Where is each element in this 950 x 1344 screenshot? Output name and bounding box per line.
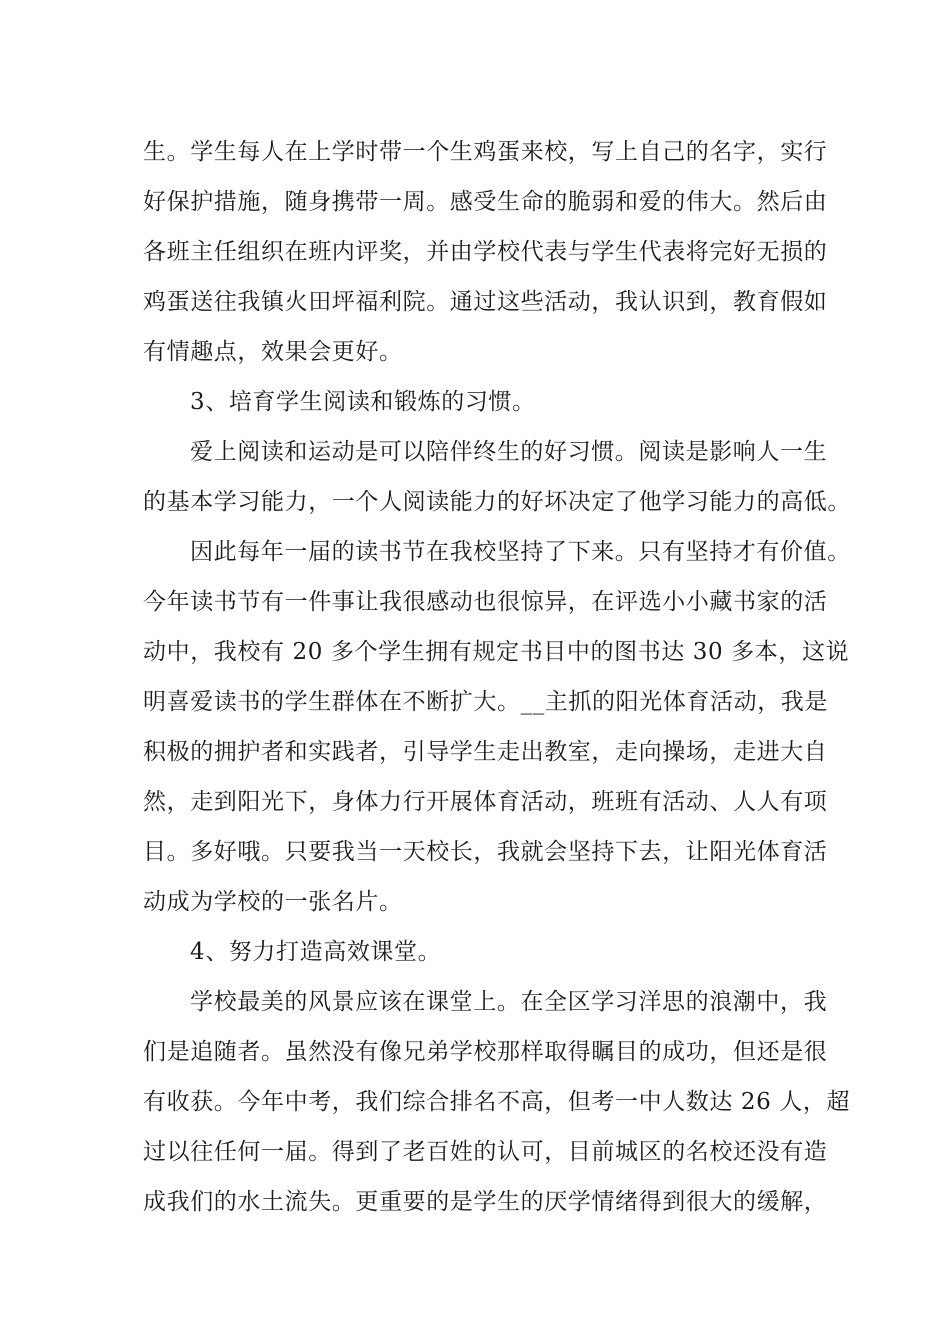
text-line: 积极的拥护者和实践者，引导学生走出教室，走向操场，走进大自: [143, 739, 828, 765]
text-line: 成我们的水土流失。更重要的是学生的厌学情绪得到很大的缓解，: [143, 1189, 828, 1215]
text-line: 动成为学校的一张名片。: [143, 889, 403, 915]
text-line: 各班主任组织在班内评奖，并由学校代表与学生代表将完好无损的: [143, 239, 828, 265]
text-line: 好保护措施，随身携带一周。感受生命的脆弱和爱的伟大。然后由: [143, 189, 828, 215]
text-line: 然，走到阳光下，身体力行开展体育活动，班班有活动、人人有项: [143, 789, 828, 815]
section-heading: 4、努力打造高效课堂。: [190, 939, 442, 965]
text-line: 鸡蛋送往我镇火田坪福利院。通过这些活动，我认识到，教育假如: [143, 289, 828, 315]
text-line: 目。多好哦。只要我当一天校长，我就会坚持下去，让阳光体育活: [143, 839, 828, 865]
text-line: 过以往任何一届。得到了老百姓的认可，目前城区的名校还没有造: [143, 1139, 828, 1165]
text-line: 今年读书节有一件事让我很感动也很惊异，在评选小小藏书家的活: [143, 589, 828, 615]
text-line: 明喜爱读书的学生群体在不断扩大。__主抓的阳光体育活动，我是: [143, 689, 828, 715]
text-line: 动中，我校有 20 多个学生拥有规定书目中的图书达 30 多本，这说: [143, 639, 850, 665]
section-heading: 3、培育学生阅读和锻炼的习惯。: [190, 389, 536, 415]
text-line: 学校最美的风景应该在课堂上。在全区学习洋思的浪潮中，我: [190, 989, 828, 1015]
text-line: 生。学生每人在上学时带一个生鸡蛋来校，写上自己的名字，实行: [143, 139, 828, 165]
text-line: 们是追随者。虽然没有像兄弟学校那样取得瞩目的成功，但还是很: [143, 1039, 828, 1065]
text-line: 因此每年一届的读书节在我校坚持了下来。只有坚持才有价值。: [190, 539, 851, 565]
text-line: 爱上阅读和运动是可以陪伴终生的好习惯。阅读是影响人一生: [190, 439, 828, 465]
text-line: 有收获。今年中考，我们综合排名不高，但考一中人数达 26 人，超: [143, 1089, 851, 1115]
text-line: 有情趣点，效果会更好。: [143, 339, 403, 365]
text-line: 的基本学习能力，一个人阅读能力的好坏决定了他学习能力的高低。: [143, 489, 851, 515]
